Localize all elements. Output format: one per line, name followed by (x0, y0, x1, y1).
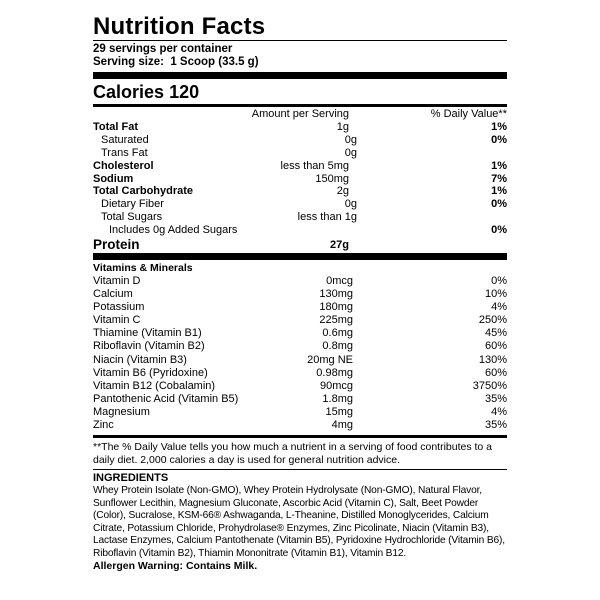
vitamin-name: Vitamin D (93, 275, 141, 288)
ingredients-text: Whey Protein Isolate (Non-GMO), Whey Protein Hydrolysate (Non-GMO), Natural Flavor, Sunflower Lecithin, Magnesium Gluconate, Ascorbic Acid (Vitamin C), Salt, Beet Powder (Color), Sucralose, KSM-66® Ashwaganda, L-Theanine, Distilled Monoglycerides, Calcium Citrate, Potassium Chloride, Prohydrolase® Enzymes, Zinc Picolinate, Niacin (Vitamin B3), Lactase Enzymes, Calcium Pantothenate (Vitamin B5), Pyridoxine Hydrochloride (Vitamin B6), Riboflavin (Vitamin B2), Thiamin Mononitrate (Vitamin B1), Vitamin B12. (93, 485, 505, 559)
divider-thick (93, 253, 507, 260)
nutrient-name: Sodium (93, 172, 134, 185)
vitamin-amount: 0.8mg (322, 340, 353, 353)
vitamin-row (93, 275, 507, 288)
vitamin-amount: 4mg (331, 419, 353, 432)
nutrient-row (93, 134, 507, 147)
serving-size (93, 56, 507, 72)
serving-size-label: Serving size: (93, 56, 164, 68)
vitamin-daily-value: 45% (484, 327, 507, 340)
protein-label: Protein (93, 237, 140, 253)
vitamin-name: Vitamin B6 (Pyridoxine) (93, 366, 208, 379)
vitamin-name: Zinc (93, 419, 114, 432)
vitamin-name: Riboflavin (Vitamin B2) (93, 340, 205, 353)
nutrient-daily-value: 1% (491, 121, 507, 133)
nutrient-daily-value: 0% (491, 133, 507, 146)
protein-row (93, 237, 507, 253)
nutrient-row (93, 198, 507, 211)
vitamin-name: Thiamine (Vitamin B1) (93, 327, 202, 340)
nutrient-name: Saturated (101, 133, 149, 146)
nutrient-amount: 0g (344, 133, 357, 146)
nutrient-daily-value (357, 147, 507, 160)
allergen-warning: Allergen Warning: Contains Milk. (93, 560, 258, 573)
nutrient-name: Dietary Fiber (101, 198, 164, 211)
calories-value: 120 (169, 82, 200, 102)
nutrient-daily-value: 0% (491, 224, 507, 237)
vitamin-amount: 130mg (319, 288, 353, 301)
vitamin-row (93, 301, 507, 314)
nutrient-row (93, 121, 507, 134)
nutrient-row (93, 173, 507, 186)
vitamin-amount: 0mcg (326, 275, 353, 288)
nutrient-name: Trans Fat (101, 146, 148, 159)
nutrient-amount (267, 224, 365, 237)
vitamin-daily-value: 3750% (472, 379, 507, 392)
vitamin-name: Calcium (93, 288, 133, 301)
nutrient-name: Includes 0g Added Sugars (109, 224, 238, 237)
vitamin-daily-value: 130% (478, 353, 507, 366)
panel-title: Nutrition Facts (93, 13, 266, 40)
vitamin-amount: 180mg (319, 301, 353, 314)
vitamins-title: Vitamins & Minerals (93, 262, 193, 275)
vitamin-amount: 1.8mg (322, 392, 353, 405)
nutrient-row (93, 224, 507, 237)
vitamin-amount: 225mg (319, 314, 353, 327)
vitamin-daily-value: 4% (491, 301, 507, 314)
nutrient-amount: 0g (344, 146, 357, 159)
vitamin-daily-value: 60% (484, 366, 507, 379)
vitamin-amount: 90mcg (319, 379, 353, 392)
vitamin-row (93, 327, 507, 340)
nutrient-amount: 0g (344, 198, 357, 211)
nutrient-row (93, 147, 507, 160)
vitamin-row (93, 314, 507, 327)
vitamin-name: Pantothenic Acid (Vitamin B5) (93, 392, 239, 405)
vitamin-amount: 15mg (325, 405, 353, 418)
vitamin-row (93, 380, 507, 393)
nutrient-amount: 2g (336, 185, 349, 198)
nutrient-row (93, 185, 507, 198)
divider-thick (93, 72, 507, 79)
nutrient-amount: 1g (336, 121, 349, 133)
nutrient-amount: 150mg (315, 172, 349, 185)
vitamin-list (93, 275, 507, 432)
vitamin-name: Magnesium (93, 405, 150, 418)
calories-row (93, 79, 507, 104)
column-header (93, 107, 507, 121)
daily-value-header: % Daily Value** (430, 108, 507, 120)
vitamin-row (93, 393, 507, 406)
nutrient-daily-value: 1% (491, 159, 507, 172)
nutrient-daily-value (357, 211, 507, 224)
vitamin-daily-value: 250% (478, 314, 507, 327)
vitamin-daily-value: 10% (484, 288, 507, 301)
vitamin-amount: 0.98mg (316, 366, 353, 379)
nutrient-name: Cholesterol (93, 159, 154, 172)
vitamin-row (93, 406, 507, 419)
vitamin-daily-value: 0% (491, 275, 507, 288)
vitamin-name: Potassium (93, 301, 145, 314)
ingredients-title: INGREDIENTS (93, 472, 169, 485)
vitamin-row (93, 288, 507, 301)
nutrient-amount: less than 1g (297, 211, 357, 224)
vitamin-name: Vitamin C (93, 314, 141, 327)
vitamin-row (93, 367, 507, 380)
protein-amount: 27g (330, 239, 349, 252)
vitamin-name: Vitamin B12 (Cobalamin) (93, 379, 216, 392)
nutrition-facts-panel (93, 14, 507, 573)
vitamin-daily-value: 60% (484, 340, 507, 353)
nutrient-name: Total Fat (93, 121, 139, 133)
vitamin-amount: 0.6mg (322, 327, 353, 340)
nutrient-daily-value: 1% (491, 185, 507, 198)
servings-per-container: 29 servings per container (93, 43, 233, 55)
vitamin-daily-value: 35% (484, 419, 507, 432)
vitamin-name: Niacin (Vitamin B3) (93, 353, 187, 366)
vitamin-row (93, 419, 507, 432)
vitamin-amount: 20mg NE (307, 353, 353, 366)
vitamin-daily-value: 35% (484, 392, 507, 405)
vitamin-row (93, 340, 507, 353)
daily-value-footnote: **The % Daily Value tells you how much a nutrient in a serving of food contributes to a daily diet. 2,000 calories a day is used for general nutrition advice. (93, 441, 493, 466)
nutrient-list (93, 121, 507, 237)
nutrient-row (93, 160, 507, 173)
nutrient-daily-value: 0% (491, 198, 507, 211)
amount-per-serving-header: Amount per Serving (251, 108, 349, 120)
nutrient-name: Total Sugars (101, 211, 163, 224)
nutrient-row (93, 211, 507, 224)
serving-size-value: 1 Scoop (33.5 g) (170, 56, 259, 68)
vitamin-row (93, 354, 507, 367)
nutrient-name: Total Carbohydrate (93, 185, 194, 198)
calories-label: Calories (93, 82, 165, 102)
vitamin-daily-value: 4% (491, 405, 507, 418)
nutrient-daily-value: 7% (491, 172, 507, 185)
nutrient-amount: less than 5mg (280, 159, 349, 172)
